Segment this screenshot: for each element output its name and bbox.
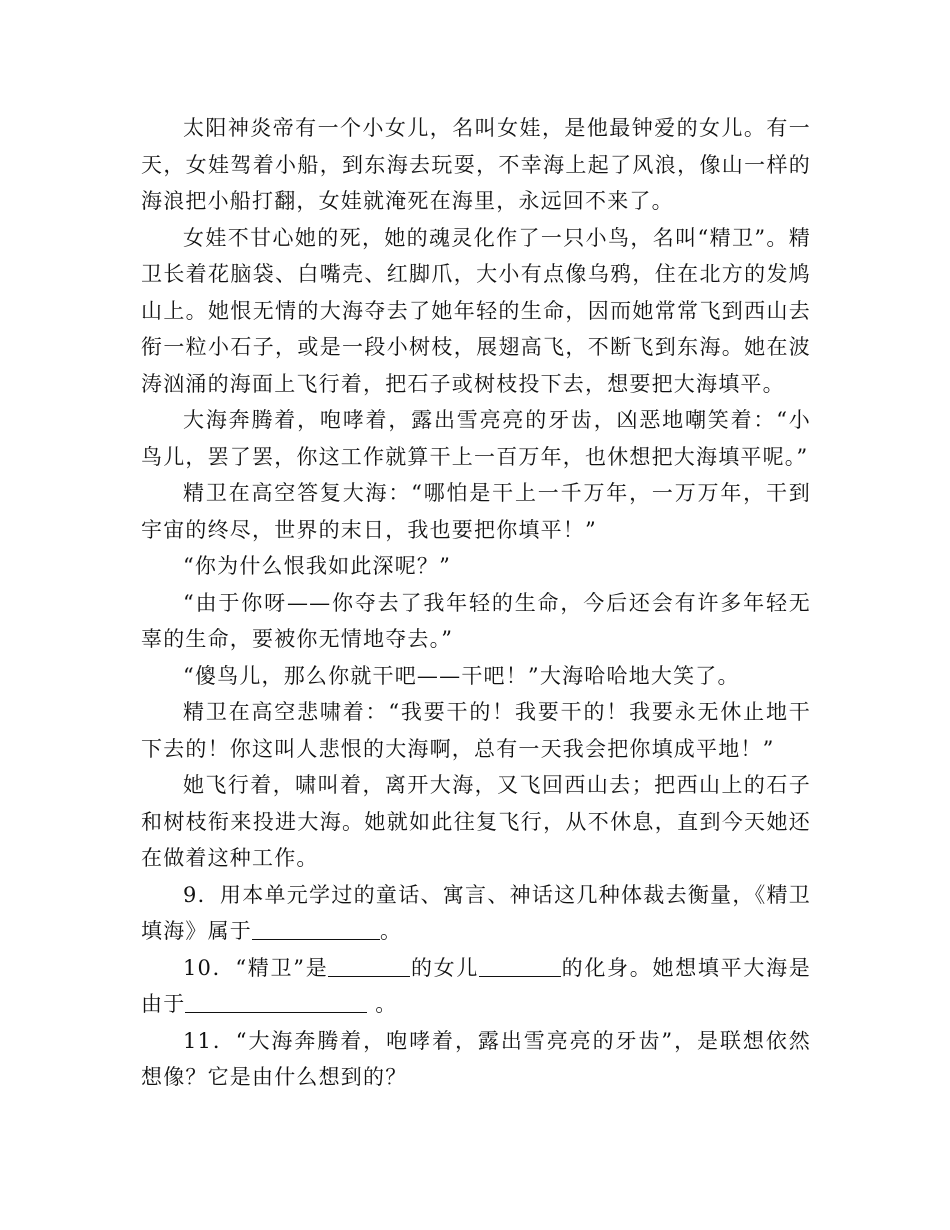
question-10-text-b: 的女儿 bbox=[410, 955, 480, 980]
answer-blank-10b[interactable] bbox=[479, 954, 561, 977]
question-11: 11．“大海奔腾着，咆哮着，露出雪亮亮的牙齿”，是联想依然想像？它是由什么想到的？ bbox=[141, 1028, 811, 1089]
story-paragraph-2: 女娃不甘心她的死，她的魂灵化作了一只小鸟，名叫“精卫”。精卫长着花脑袋、白嘴壳、红脚爪，大小有点像乌鸦，住在北方的发鸠山上。她恨无情的大海夺去了她年轻的生命，因而她常常飞到西山去衔一粒小石子，或是一段小树枝，展翅高飞，不断飞到东海。她在波涛汹涌的海面上飞行着，把石子或树枝投下去，想要把大海填平。 bbox=[141, 225, 811, 396]
story-paragraph-7: “傻鸟儿，那么你就干吧——干吧！”大海哈哈地大笑了。 bbox=[183, 663, 740, 688]
story-paragraph-9: 她飞行着，啸叫着，离开大海，又飞回西山去；把西山上的石子和树枝衔来投进大海。她就如此往复飞行，从不休息，直到今天她还在做着这种工作。 bbox=[141, 773, 811, 870]
story-paragraph-6: “由于你呀——你夺去了我年轻的生命，今后还会有许多年轻无辜的生命，要被你无情地夺去。” bbox=[141, 590, 811, 651]
story-paragraph-3: 大海奔腾着，咆哮着，露出雪亮亮的牙齿，凶恶地嘲笑着：“小鸟儿，罢了罢，你这工作就算干上一百万年，也休想把大海填平呢。” bbox=[141, 408, 811, 469]
question-10-text-c: 的化身。她想填平大海是由于 bbox=[141, 955, 811, 1016]
story-paragraph-4: 精卫在高空答复大海：“哪怕是干上一千万年，一万万年，干到宇宙的终尽，世界的末日，我也要把你填平！” bbox=[141, 481, 811, 542]
document-page bbox=[141, 110, 811, 1096]
question-10 bbox=[141, 950, 811, 1023]
answer-blank-10c[interactable] bbox=[185, 990, 367, 1013]
story-paragraph-5: “你为什么恨我如此深呢？” bbox=[183, 554, 452, 578]
question-9 bbox=[141, 877, 811, 950]
question-9-text: 9．用本单元学过的童话、寓言、神话这几种体裁去衡量，《精卫填海》属于 bbox=[141, 882, 811, 943]
story-paragraph-8: 精卫在高空悲啸着：“我要干的！我要干的！我要永无休止地干下去的！你这叫人悲恨的大海啊，总有一天我会把你填成平地！” bbox=[141, 700, 811, 761]
question-10-end: 。 bbox=[367, 992, 398, 1016]
question-9-end: 。 bbox=[380, 919, 403, 943]
answer-blank-10a[interactable] bbox=[328, 954, 410, 977]
answer-blank-9[interactable] bbox=[252, 917, 380, 940]
question-10-text-a: 10．“精卫”是 bbox=[183, 955, 329, 980]
story-paragraph-1: 太阳神炎帝有一个小女儿，名叫女娃，是他最钟爱的女儿。有一天，女娃驾着小船，到东海去玩耍，不幸海上起了风浪，像山一样的海浪把小船打翻，女娃就淹死在海里，永远回不来了。 bbox=[141, 116, 811, 213]
